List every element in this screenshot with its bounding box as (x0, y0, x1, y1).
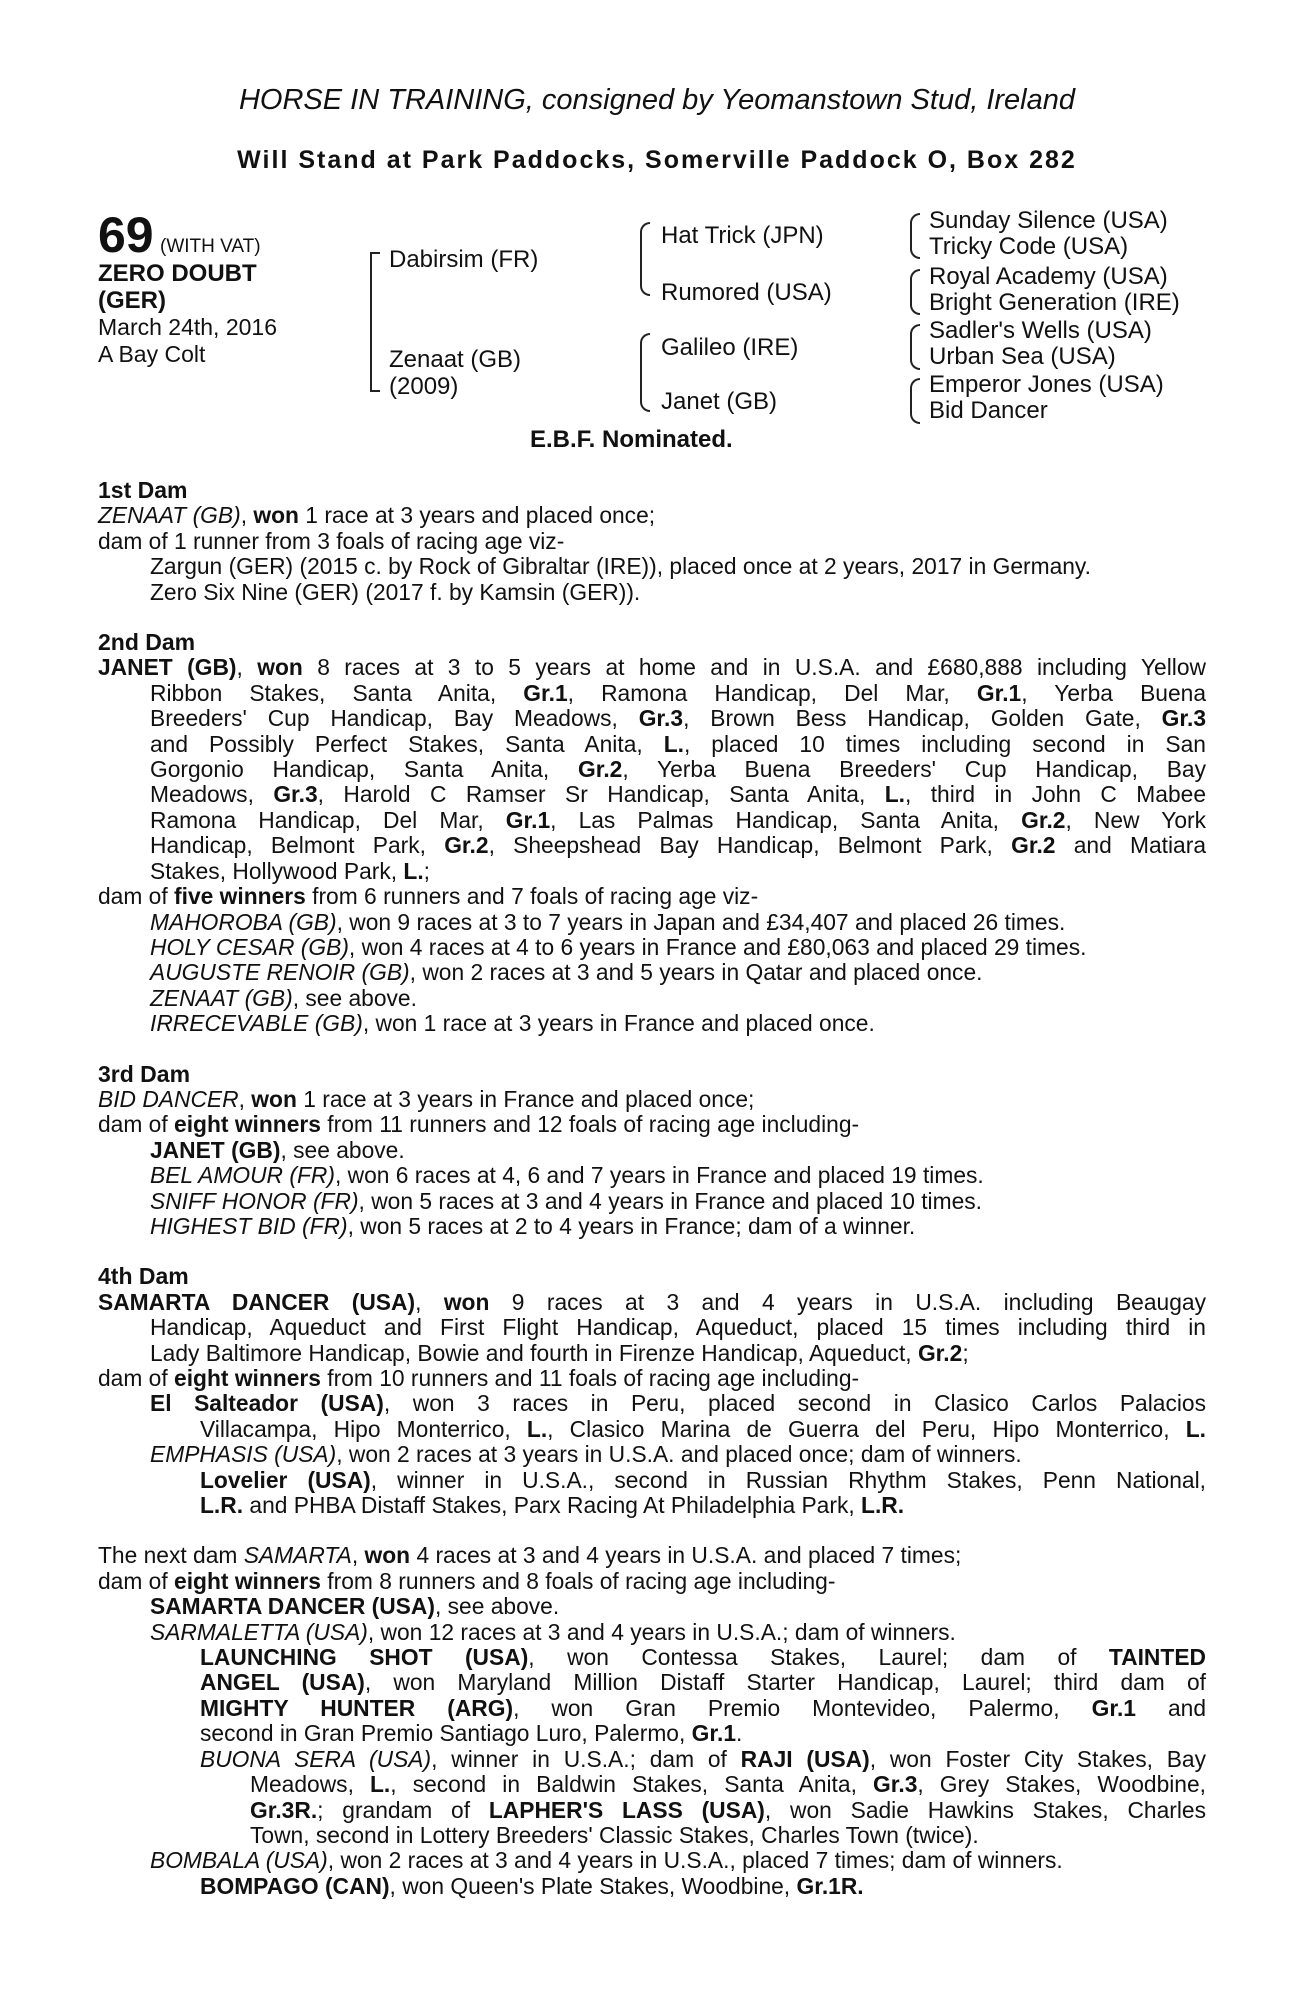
brace-sire-parents (640, 222, 650, 296)
produce-line: BOMPAGO (CAN), won Queen's Plate Stakes, Woodbine, Gr.1R. (200, 1872, 864, 1899)
pedigree-g4: Bright Generation (IRE) (929, 289, 1180, 316)
text-line: Stakes, Hollywood Park, L.; (150, 857, 431, 884)
lot-block (98, 207, 358, 368)
pedigree-g7: Emperor Jones (USA) (929, 371, 1164, 398)
section-heading: 4th Dam (98, 1263, 189, 1290)
sire-dam: Rumored (USA) (661, 279, 832, 306)
text-line: BID DANCER, won 1 race at 3 years in France and placed once; (98, 1085, 755, 1112)
dam1-record: 1 race at 3 years and placed once; (298, 502, 656, 529)
brace-g1 (910, 213, 920, 259)
text-line: Ribbon Stakes, Santa Anita, Gr.1, Ramona Handicap, Del Mar, Gr.1, Yerba Buena (150, 679, 1207, 706)
brace-g2 (910, 269, 920, 315)
pedigree-g2: Tricky Code (USA) (929, 233, 1129, 260)
section-heading: 3rd Dam (98, 1060, 191, 1087)
ebf-note: E.B.F. Nominated. (530, 426, 733, 453)
produce-line: SAMARTA DANCER (USA), see above. (150, 1593, 560, 1620)
section-next-dam (98, 1543, 1206, 1899)
section-4th-dam (98, 1264, 1206, 1518)
dam: Zenaat (GB) (389, 346, 522, 373)
text-line: MIGHTY HUNTER (ARG), won Gran Premio Montevideo, Palermo, Gr.1 and (200, 1694, 1206, 1721)
produce-line: IRRECEVABLE (GB), won 1 race at 3 years in France and placed once. (150, 1010, 875, 1037)
page-title: HORSE IN TRAINING, consigned by Yeomanstown Stud, Ireland (238, 84, 1075, 116)
section-heading: 1st Dam (98, 477, 188, 503)
produce-line: BEL AMOUR (FR), won 6 races at 4, 6 and 7 years in France and placed 19 times. (150, 1162, 984, 1189)
won-label: won (253, 502, 299, 529)
text-line: ANGEL (USA), won Maryland Million Distaff Starter Handicap, Laurel; third dam of (200, 1669, 1206, 1696)
brace-dam-parents (640, 333, 650, 412)
horse-country: (GER) (98, 287, 166, 314)
produce-line: HIGHEST BID (FR), won 5 races at 2 to 4 years in France; dam of a winner. (150, 1212, 916, 1239)
text-line: Town, second in Lottery Breeders' Classic Stakes, Charles Town (twice). (250, 1821, 979, 1848)
horse-name: ZERO DOUBT (98, 260, 257, 287)
produce-line: AUGUSTE RENOIR (GB), won 2 races at 3 and 5 years in Qatar and placed once. (150, 959, 983, 986)
sire-sire: Hat Trick (JPN) (661, 222, 824, 249)
produce-record (98, 478, 1206, 1924)
text-line: Handicap, Belmont Park, Gr.2, Sheepshead Bay Handicap, Belmont Park, Gr.2 and Matiara (150, 832, 1207, 859)
text-line: second in Gran Premio Santiago Luro, Palermo, Gr.1. (200, 1720, 743, 1747)
brace-sire-dam (370, 252, 380, 392)
text-line: dam of eight winners from 11 runners and 12 foals of racing age including- (98, 1111, 860, 1138)
text-line: dam of eight winners from 8 runners and 8 foals of racing age including- (98, 1567, 836, 1594)
section-2nd-dam (98, 630, 1206, 1037)
section-1st-dam: 1st Dam ZENAAT (GB), won 1 race at 3 years and placed once; dam of 1 runner from 3 foals of racing age viz- Zargun (GER) (2015 c. by Rock of Gibraltar (IRE)), placed once at 2 years, 2017 in Germany. Zero Six Nine (GER) (2017 f. by Kamsin (GER)). (98, 478, 1206, 605)
brace-g3 (910, 324, 920, 370)
dam-dam: Janet (GB) (661, 388, 778, 415)
pedigree-g8: Bid Dancer (929, 397, 1048, 424)
produce-line: JANET (GB), see above. (150, 1136, 405, 1163)
text-line: Lady Baltimore Handicap, Bowie and fourth in Firenze Handicap, Aqueduct, Gr.2; (150, 1339, 969, 1366)
location-line: Will Stand at Park Paddocks, Somerville Paddock O, Box 282 (237, 146, 1077, 174)
text-line: L.R. and PHBA Distaff Stakes, Parx Racing At Philadelphia Park, L.R. (200, 1492, 905, 1519)
produce-line: SNIFF HONOR (FR), won 5 races at 3 and 4 years in France and placed 10 times. (150, 1187, 983, 1214)
produce-line: El Salteador (USA), won 3 races in Peru, placed second in Clasico Carlos Palacios (150, 1390, 1206, 1417)
produce-line: Lovelier (USA), winner in U.S.A., second in Russian Rhythm Stakes, Penn National, (200, 1466, 1206, 1493)
dam1-name: ZENAAT (GB) (98, 502, 241, 529)
section-3rd-dam (98, 1062, 1206, 1240)
pedigree-g3: Royal Academy (USA) (929, 263, 1168, 290)
text-line: Handicap, Aqueduct and First Flight Handicap, Aqueduct, placed 15 times including third in (150, 1314, 1206, 1341)
section-heading: 2nd Dam (98, 629, 196, 656)
text-line: Breeders' Cup Handicap, Bay Meadows, Gr.3, Brown Bess Handicap, Golden Gate, Gr.3 (150, 705, 1206, 732)
text-line: Meadows, Gr.3, Harold C Ramser Sr Handicap, Santa Anita, L., third in John C Mabee (150, 781, 1207, 808)
pedigree-g1: Sunday Silence (USA) (929, 207, 1168, 234)
text-line: JANET (GB), won 8 races at 3 to 5 years at home and in U.S.A. and £680,888 including Yellow (98, 654, 1206, 681)
text-line: dam of five winners from 6 runners and 7 foals of racing age viz- (98, 883, 759, 910)
brace-g4 (910, 378, 920, 424)
text-line: Gorgonio Handicap, Santa Anita, Gr.2, Yerba Buena Breeders' Cup Handicap, Bay (150, 756, 1206, 783)
sire: Dabirsim (FR) (389, 246, 539, 273)
text-line: Villacampa, Hipo Monterrico, L., Clasico Marina de Guerra del Peru, Hipo Monterrico, L. (200, 1415, 1206, 1442)
text-line: dam of eight winners from 10 runners and 11 foals of racing age including- (98, 1365, 860, 1391)
produce-line: BUONA SERA (USA), winner in U.S.A.; dam of RAJI (USA), won Foster City Stakes, Bay (200, 1745, 1207, 1772)
dam-sire: Galileo (IRE) (661, 334, 799, 361)
produce-line: SARMALETTA (USA), won 12 races at 3 and 4 years in U.S.A.; dam of winners. (150, 1618, 956, 1645)
text-line: Ramona Handicap, Del Mar, Gr.1, Las Palmas Handicap, Santa Anita, Gr.2, New York (150, 806, 1206, 833)
lot-number: 69 (98, 207, 154, 263)
dam1-produce-summary: dam of 1 runner from 3 foals of racing age viz- (98, 527, 565, 554)
pedigree-g5: Sadler's Wells (USA) (929, 317, 1152, 344)
dam1-produce-1: Zargun (GER) (2015 c. by Rock of Gibraltar (IRE)), placed once at 2 years, 2017 in Germany. (150, 553, 1091, 580)
horse-description: A Bay Colt (98, 341, 206, 367)
dam1-produce-2: Zero Six Nine (GER) (2017 f. by Kamsin (GER)). (150, 578, 641, 605)
text-line: SAMARTA DANCER (USA), won 9 races at 3 and 4 years in U.S.A. including Beaugay (98, 1288, 1206, 1315)
text-line: and Possibly Perfect Stakes, Santa Anita, L., placed 10 times including second in San (150, 730, 1206, 757)
dam-year: (2009) (389, 373, 459, 400)
text-line: The next dam SAMARTA, won 4 races at 3 and 4 years in U.S.A. and placed 7 times; (98, 1542, 962, 1569)
vat-label: (WITH VAT) (160, 236, 261, 257)
foaling-date: March 24th, 2016 (98, 314, 278, 340)
produce-line: LAUNCHING SHOT (USA), won Contessa Stakes, Laurel; dam of TAINTED (200, 1644, 1206, 1671)
text-line: Gr.3R.; grandam of LAPHER'S LASS (USA), won Sadie Hawkins Stakes, Charles (250, 1796, 1207, 1823)
produce-line: ZENAAT (GB), see above. (150, 984, 417, 1011)
produce-line: HOLY CESAR (GB), won 4 races at 4 to 6 years in France and £80,063 and placed 29 times. (150, 933, 1087, 960)
pedigree-g6: Urban Sea (USA) (929, 343, 1116, 370)
text-line: Meadows, L., second in Baldwin Stakes, Santa Anita, Gr.3, Grey Stakes, Woodbine, (250, 1771, 1207, 1798)
produce-line: MAHOROBA (GB), won 9 races at 3 to 7 years in Japan and £34,407 and placed 26 times. (150, 908, 1066, 935)
produce-line: BOMBALA (USA), won 2 races at 3 and 4 years in U.S.A., placed 7 times; dam of winners. (150, 1847, 1063, 1874)
produce-line: EMPHASIS (USA), won 2 races at 3 years in U.S.A. and placed once; dam of winners. (150, 1441, 1022, 1468)
